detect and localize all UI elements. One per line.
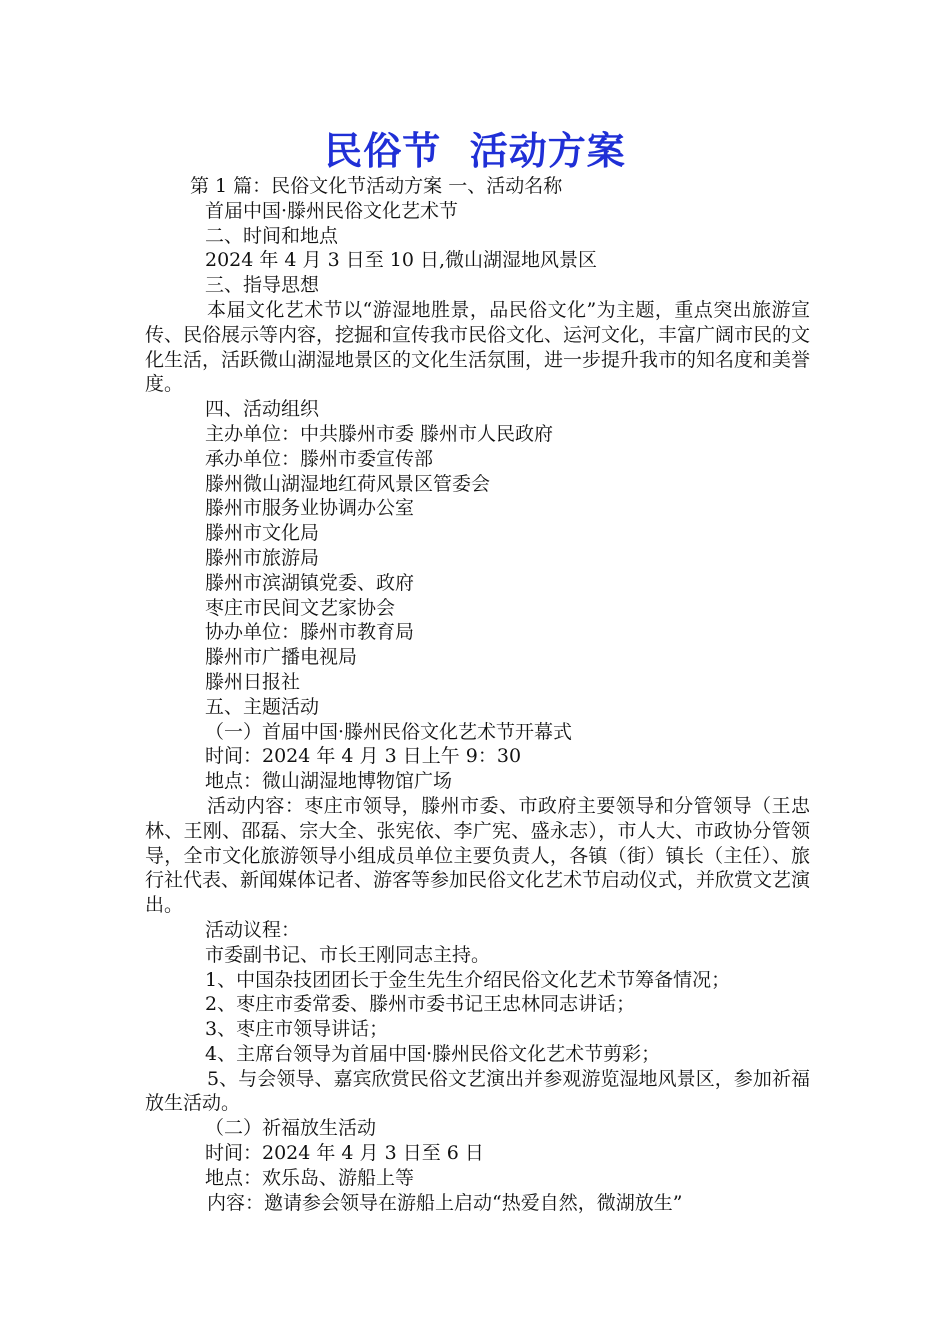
text-line: 活动议程： (205, 918, 301, 941)
paragraph-activity-content: 活动内容：枣庄市领导，滕州市委、市政府主要领导和分管领导（王忠林、王刚、邵磊、宗大全、张宪依、李广宪、盛永志），市人大、市政协分管领导，全市文化旅游领导小组成员单位主要负责人，各镇（街）镇长（主任）、旅行社代表、新闻媒体记者、游客等参加民俗文化艺术节启动仪式，并欣赏文艺演出。 (145, 794, 811, 917)
text-line: 滕州市文化局 (205, 522, 320, 545)
text-line: 枣庄市民间文艺家协会 (205, 596, 396, 619)
text-line: 4、主席台领导为首届中国·滕州民俗文化艺术节剪彩； (205, 1042, 661, 1065)
text-line: 2、枣庄市委常委、滕州市委书记王忠林同志讲话； (205, 993, 636, 1016)
subsection-heading: （一）首届中国·滕州民俗文化艺术节开幕式 (205, 720, 573, 743)
text-line: 滕州微山湖湿地红荷风景区管委会 (205, 472, 491, 495)
text-line: 协办单位：滕州市教育局 (205, 621, 415, 644)
text-line: 主办单位：中共滕州市委 滕州市人民政府 (205, 422, 554, 445)
section-heading: 二、时间和地点 (205, 224, 339, 247)
text-line: 时间：2024 年 4 月 3 日至 6 日 (205, 1142, 484, 1165)
text-line: 滕州市旅游局 (205, 546, 320, 569)
text-line: 时间：2024 年 4 月 3 日上午 9：30 (205, 745, 522, 768)
document-title: 民俗节 活动方案 (324, 129, 626, 173)
text-line: 承办单位：滕州市委宣传部 (205, 447, 434, 470)
section-heading: 三、指导思想 (205, 274, 320, 297)
text-line: 滕州市滨湖镇党委、政府 (205, 571, 415, 594)
subsection-heading: （二）祈福放生活动 (205, 1117, 377, 1140)
text-line: 第 1 篇：民俗文化节活动方案 一、活动名称 (190, 175, 563, 197)
text-line: 首届中国·滕州民俗文化艺术节 (205, 199, 459, 222)
document-body (145, 174, 810, 1215)
text-line: 内容：邀请参会领导在游船上启动“热爱自然，微湖放生” (207, 1191, 683, 1214)
text-line: 3、枣庄市领导讲话； (205, 1018, 389, 1041)
text-line: 1、中国杂技团团长于金生先生介绍民俗文化艺术节筹备情况； (205, 968, 731, 991)
text-line: 滕州日报社 (205, 670, 301, 693)
text-line: 滕州市广播电视局 (205, 646, 358, 669)
text-line: 滕州市服务业协调办公室 (205, 497, 415, 520)
text-line: 2024 年 4 月 3 日至 10 日,微山湖湿地风景区 (205, 249, 598, 272)
paragraph-agenda-5: 5、与会领导、嘉宾欣赏民俗文艺演出并参观游览湿地风景区，参加祈福放生活动。 (145, 1067, 810, 1115)
paragraph-guiding-thought: 本届文化艺术节以“游湿地胜景，品民俗文化”为主题，重点突出旅游宣传、民俗展示等内容，挖掘和宣传我市民俗文化、运河文化，丰富广阔市民的文化生活，活跃微山湖湿地景区的文化生活氛围，进一步提升我市的知名度和美誉度。 (145, 298, 811, 396)
text-line: 市委副书记、市长王刚同志主持。 (205, 943, 491, 966)
section-heading: 四、活动组织 (205, 398, 320, 421)
text-line: 地点：欢乐岛、游船上等 (205, 1166, 415, 1189)
section-heading: 五、主题活动 (205, 695, 320, 718)
text-line: 地点：微山湖湿地博物馆广场 (205, 770, 453, 793)
